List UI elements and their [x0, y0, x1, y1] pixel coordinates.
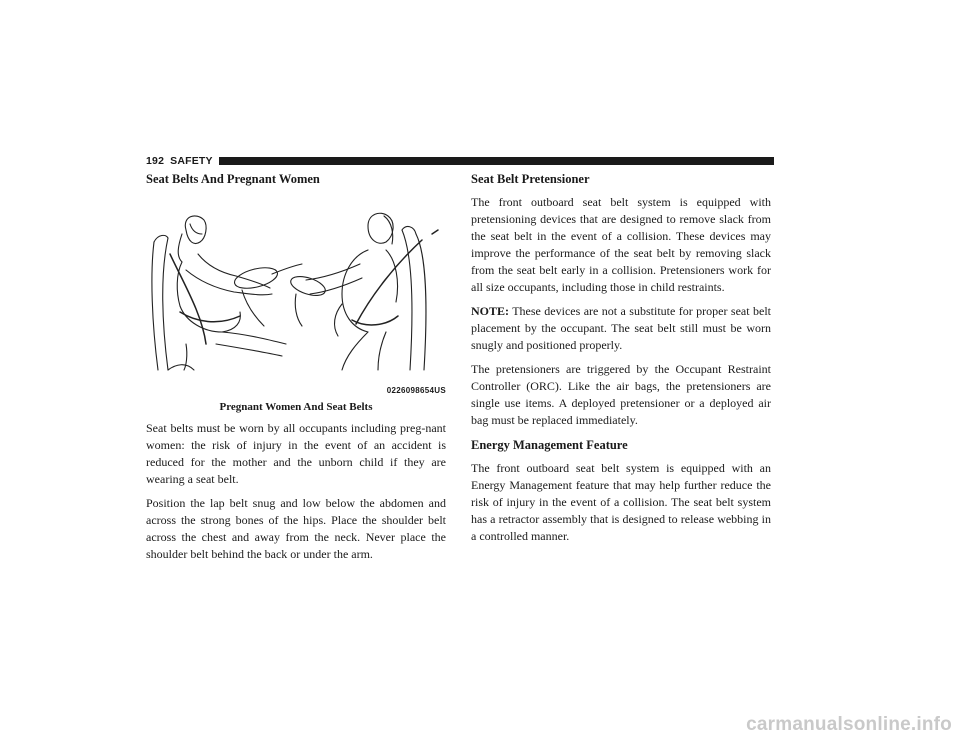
note-paragraph [471, 303, 771, 354]
right-column [471, 170, 771, 552]
heading-pretensioner: Seat Belt Pretensioner [471, 172, 590, 186]
paragraph: The front outboard seat belt system is equipped with pretensioning devices that are designed to remove slack from the seat belt in the event of a collision. These devices may improve the performance of the seat belt by removing slack from the seat belt early in a collision. Pretensioners work for all size occupants, including those in child restraints. [471, 195, 771, 294]
left-column [146, 170, 446, 570]
header-rule [219, 157, 774, 165]
page-header [146, 154, 774, 168]
pregnant-women-illustration [146, 194, 446, 395]
paragraph: The pretensioners are triggered by the Occupant Restraint Controller (ORC). Like the air bags, the pretensioners are single use items. A deployed pretensioner or a deployed air bag must be replaced immediately. [471, 362, 771, 427]
figure-caption: Pregnant Women And Seat Belts [219, 401, 373, 413]
note-label: NOTE: [471, 304, 510, 318]
note-text: These devices are not a substitute for proper seat belt placement by the occupant. The seat belt still must be worn snugly and positioned properly. [471, 304, 771, 352]
figure-id: 0226098654US [386, 386, 446, 395]
page-number: 192 [146, 155, 165, 167]
section-title: SAFETY [170, 155, 213, 167]
paragraph: Position the lap belt snug and low below the abdomen and across the strong bones of the hips. Place the shoulder belt across the chest and away from the neck. Never place the shoulder belt behind the back or under the arm. [146, 496, 446, 561]
heading-energy-management: Energy Management Feature [471, 438, 628, 452]
heading-pregnant-women: Seat Belts And Pregnant Women [146, 172, 320, 186]
paragraph: Seat belts must be worn by all occupants including preg-nant women: the risk of injury in the event of an accident is reduced for the mother and the unborn child if they are wearing a seat belt. [146, 421, 446, 486]
paragraph: The front outboard seat belt system is equipped with an Energy Management feature that may help further reduce the risk of injury in the event of a collision. The seat belt system has a retractor assembly that is designed to release webbing in a controlled manner. [471, 461, 771, 543]
watermark: carmanualsonline.info [746, 714, 952, 735]
